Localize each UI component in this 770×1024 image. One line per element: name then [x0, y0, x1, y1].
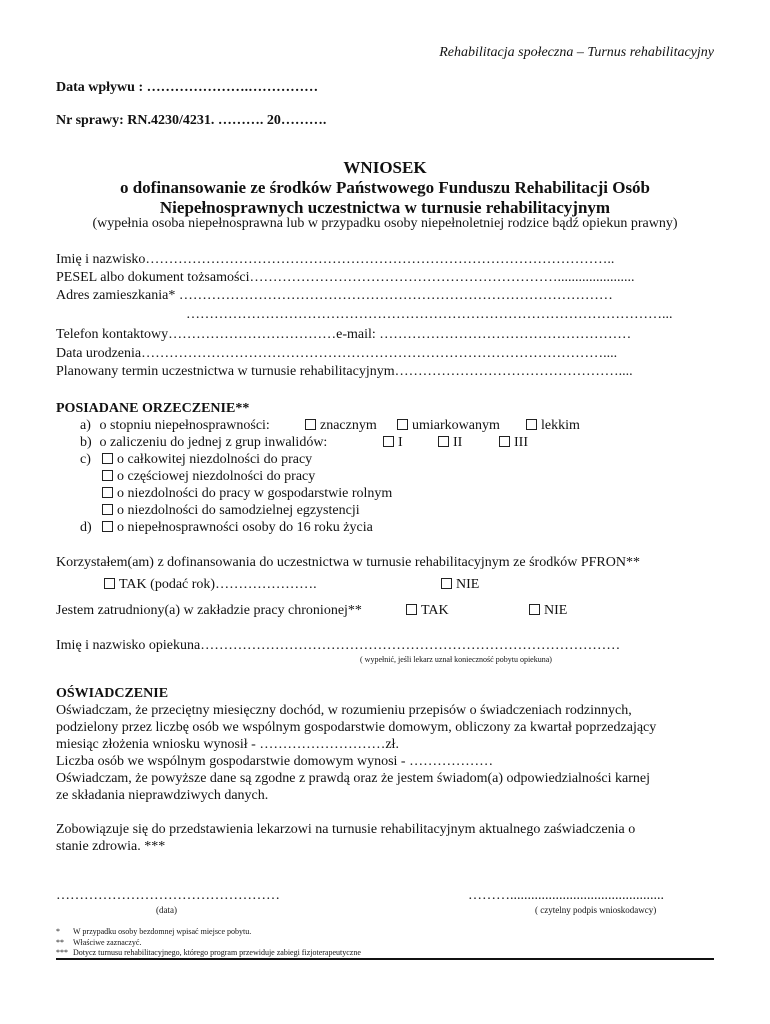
checkbox-icon: [102, 487, 113, 498]
zobowiazanie-line: Zobowiązuje się do przedstawienia lekarzowi na turnusie rehabilitacyjnym aktualnego zaświadczenia o: [56, 822, 636, 837]
orzeczenie-a-row: [80, 418, 270, 434]
footnote-2: Właściwe zaznaczyć.: [73, 938, 142, 947]
stopien-label: o stopniu niepełnosprawności:: [99, 418, 270, 433]
checkbox-icon: [526, 419, 537, 430]
imie-nazwisko-field[interactable]: Imię i nazwisko………………………………………………………………………………………..: [56, 252, 615, 267]
pfron-question: Korzystałem(am) z dofinansowania do uczestnictwa w turnusie rehabilitacyjnym ze środków PFRON**: [56, 555, 640, 570]
form-title: WNIOSEK: [343, 158, 427, 177]
footnote-3: Dotycz turnusu rehabilitacyjnego, którego program przewiduje zabiegi fizjoterapeutyczne: [73, 948, 361, 957]
planowany-termin-field[interactable]: Planowany termin uczestnictwa w turnusie rehabilitacyjnym…………………………………………....: [56, 364, 633, 379]
checkbox-zatrudniony-nie[interactable]: NIE: [529, 603, 567, 619]
footnote-1-mark: *: [56, 927, 60, 936]
checkbox-znacznym[interactable]: znacznym: [305, 418, 377, 434]
data-urodzenia-field[interactable]: Data urodzenia………………………………………………………………………………………....: [56, 346, 618, 361]
checkbox-czesciowa-niezdolnosc[interactable]: o częściowej niezdolności do pracy: [102, 469, 315, 485]
date-signature-field[interactable]: …………………………………………: [56, 888, 280, 903]
date-label: (data): [156, 905, 177, 915]
checkbox-icon: [529, 604, 540, 615]
dochod-field[interactable]: miesiąc złożenia wniosku wynosił - ………………………zł.: [56, 737, 399, 752]
checkbox-icon: [102, 521, 113, 532]
checkbox-niezdolnosc-egzystencja[interactable]: o niezdolności do samodzielnej egzystencji: [102, 503, 360, 519]
nr-sprawy-field[interactable]: Nr sprawy: RN.4230/4231. ………. 20……….: [56, 113, 327, 128]
zatrudniony-question: Jestem zatrudniony(a) w zakładzie pracy chronionej**: [56, 603, 362, 618]
applicant-signature-field[interactable]: ………............................................: [468, 888, 664, 903]
checkbox-umiarkowanym[interactable]: umiarkowanym: [397, 418, 500, 434]
oswiadczenie-line: Oświadczam, że przeciętny miesięczny dochód, w rozumieniu przepisów o świadczeniach rodzinnych,: [56, 703, 632, 718]
checkbox-zatrudniony-tak[interactable]: TAK: [406, 603, 449, 619]
checkbox-icon: [102, 504, 113, 515]
item-label-a: a): [80, 418, 91, 433]
checkbox-icon: [305, 419, 316, 430]
checkbox-pfron-nie[interactable]: NIE: [441, 577, 479, 593]
checkbox-niezdolnosc-rolnictwo[interactable]: o niezdolności do pracy w gospodarstwie rolnym: [102, 486, 392, 502]
oswiadczenie-heading: OŚWIADCZENIE: [56, 686, 169, 701]
checkbox-grupa-iii[interactable]: III: [499, 435, 528, 451]
item-label-c: c): [80, 452, 91, 467]
checkbox-icon: [102, 453, 113, 464]
data-wplywu-field[interactable]: Data wpływu : ………………….……………: [56, 80, 319, 95]
document-header: Rehabilitacja społeczna – Turnus rehabilitacyjny: [439, 45, 714, 60]
item-label-d: d): [80, 520, 92, 535]
checkbox-icon: [438, 436, 449, 447]
pesel-field[interactable]: PESEL albo dokument tożsamości…………………………………………………………......................: [56, 270, 635, 285]
oswiadczenie-line: ze składania nieprawdziwych danych.: [56, 788, 269, 803]
bottom-rule: [56, 958, 714, 960]
signature-label: ( czytelny podpis wnioskodawcy): [535, 905, 657, 915]
footnote-2-mark: **: [56, 938, 64, 947]
checkbox-niepelnosprawnosc-16[interactable]: o niepełnosprawności osoby do 16 roku życia: [102, 520, 373, 536]
checkbox-icon: [441, 578, 452, 589]
form-note: (wypełnia osoba niepełnosprawna lub w przypadku osoby niepełnoletniej rodzice bądź opiekun prawny): [92, 216, 678, 231]
oswiadczenie-line: podzielony przez liczbę osób we wspólnym gospodarstwie domowym, obliczony za kwartał poprzedzający: [56, 720, 657, 735]
checkbox-calkowita-niezdolnosc[interactable]: o całkowitej niezdolności do pracy: [102, 452, 312, 468]
checkbox-grupa-i[interactable]: I: [383, 435, 403, 451]
orzeczenie-b-row: [80, 435, 327, 451]
form-subtitle-2: Niepełnosprawnych uczestnictwa w turnusie rehabilitacyjnym: [159, 198, 611, 217]
telefon-email-field[interactable]: Telefon kontaktowy………………………………e-mail: ………………………………………………: [56, 327, 632, 342]
grupa-label: o zaliczeniu do jednej z grup inwalidów:: [99, 435, 328, 450]
adres-field[interactable]: Adres zamieszkania* …………………………………………………………………………………: [56, 288, 613, 303]
liczba-osob-field[interactable]: Liczba osób we wspólnym gospodarstwie domowym wynosi - ………………: [56, 754, 494, 769]
adres-continuation-field[interactable]: …………………………………………………………………………………………...: [186, 307, 673, 322]
opiekun-note: ( wypełnić, jeśli lekarz uznał konieczność pobytu opiekuna): [360, 655, 552, 664]
checkbox-icon: [499, 436, 510, 447]
checkbox-lekkim[interactable]: lekkim: [526, 418, 580, 434]
checkbox-icon: [383, 436, 394, 447]
checkbox-icon: [102, 470, 113, 481]
form-subtitle-1: o dofinansowanie ze środków Państwowego Funduszu Rehabilitacji Osób: [119, 178, 651, 197]
opiekun-field[interactable]: Imię i nazwisko opiekuna………………………………………………………………………………: [56, 638, 621, 653]
oswiadczenie-line: Oświadczam, że powyższe dane są zgodne z prawdą oraz że jestem świadom(a) odpowiedzialności karnej: [56, 771, 650, 786]
checkbox-pfron-tak[interactable]: TAK (podać rok)………………….: [104, 577, 317, 593]
zobowiazanie-line: stanie zdrowia. ***: [56, 839, 166, 854]
footnote-1: W przypadku osoby bezdomnej wpisać miejsce pobytu.: [73, 927, 252, 936]
item-label-b: b): [80, 435, 92, 450]
checkbox-icon: [406, 604, 417, 615]
footnote-3-mark: ***: [56, 948, 68, 957]
checkbox-grupa-ii[interactable]: II: [438, 435, 462, 451]
checkbox-icon: [397, 419, 408, 430]
checkbox-icon: [104, 578, 115, 589]
orzeczenie-heading: POSIADANE ORZECZENIE**: [56, 401, 250, 416]
